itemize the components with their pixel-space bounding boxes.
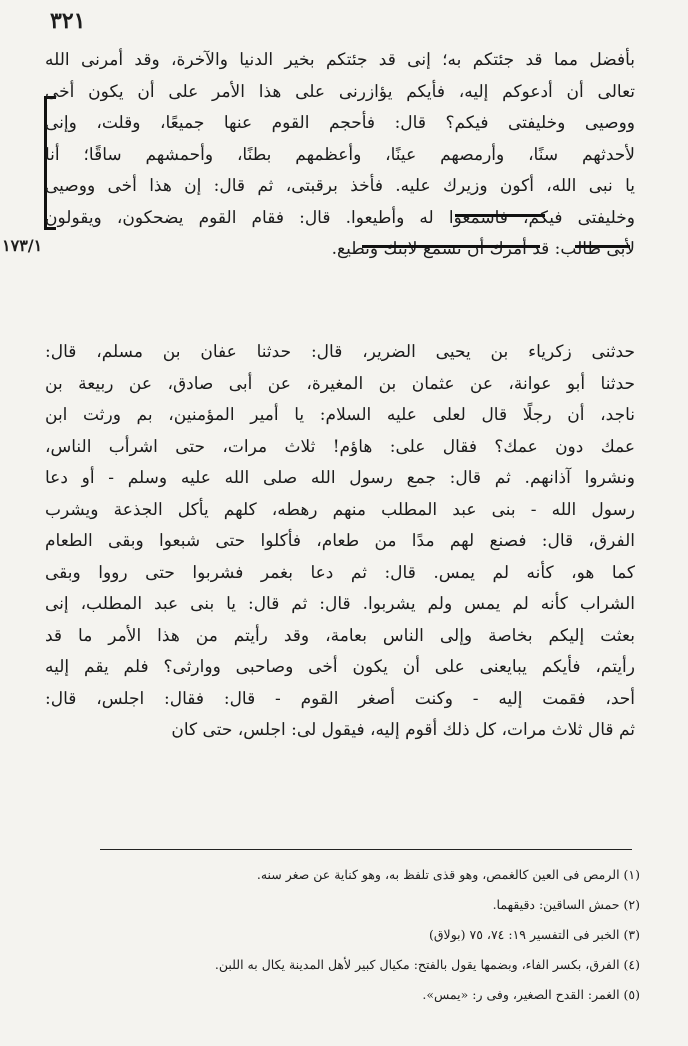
text-line: رسول الله - بنى عبد المطلب منهم رهطه، كلهم يأكل الجذعة ويشرب <box>45 499 635 520</box>
page-number: ٣٢١ <box>50 8 86 34</box>
text-line: عمك دون عمك؟ فقال على: هاؤم! ثلاث مرات، حتى اشرأب الناس، <box>45 436 635 457</box>
paragraph-2 <box>45 337 635 747</box>
footnotes <box>120 860 640 1010</box>
text-line: الشراب كأنه لم يمس ولم يشربوا. قال: ثم قال: يا بنى عبد المطلب، إنى <box>45 594 635 614</box>
footnote: (١) الرمص فى العين كالغمص، وهو قذى تلفظ به، وهو كناية عن صغر سنه. <box>256 867 640 882</box>
handwritten-underline <box>575 245 630 248</box>
text-line: بعثت إليكم بخاصة وإلى الناس بعامة، وقد رأيتم من هذا الأمر ما قد <box>45 625 635 646</box>
footnote: (٣) الخبر فى التفسير ١٩: ٧٤، ٧٥ (بولاق) <box>428 927 640 942</box>
text-line: الفرق، قال: فصنع لهم مدًا من طعام، فأكلوا حتى شبعوا وبقى الطعام <box>45 531 635 551</box>
footnote: (٢) حمش الساقين: دقيقهما. <box>492 897 640 912</box>
text-line: حدثنا أبو عوانة، عن عثمان بن المغيرة، عن أبى صادق، عن ربيعة بن <box>45 373 635 394</box>
text-line: رأيتم، فأيكم يبايعنى على أن يكون أخى وصاحبى ووارثى؟ فلم يقم إليه <box>45 657 635 677</box>
text-line: أحد، فقمت إليه - وكنت أصغر القوم - قال: فقال: اجلس، قال: <box>45 688 635 709</box>
margin-reference: ١٧٣/١ <box>2 236 43 255</box>
handwritten-underline <box>455 214 545 217</box>
text-line: لأحدثهم سنًا، وأرمصهم عينًا، وأعظمهم بطنًا، وأحمشهم ساقًا؛ أنا <box>45 144 635 165</box>
text-line: كما هو، كأنه لم يمس. قال: ثم دعا بغمر فشربوا حتى رووا وبقى <box>45 562 635 583</box>
text-line: ثم قال ثلاث مرات، كل ذلك أقوم إليه، فيقول لى: اجلس، حتى كان <box>171 720 635 740</box>
text-line: وخليفتى فيكم، فاسمعوا له وأطيعوا. قال: فقام القوم يضحكون، ويقولون <box>45 207 635 228</box>
text-line: يا نبى الله، أكون وزيرك عليه. فأخذ برقبتى، ثم قال: إن هذا أخى ووصيى <box>45 176 635 196</box>
paragraph-1 <box>45 45 635 266</box>
footnote: (٥) الغمر: القدح الصغير، وفى ر: «يمس». <box>422 987 640 1002</box>
footnote-rule <box>100 849 632 850</box>
handwritten-underline <box>362 245 540 248</box>
text-line: تعالى أن أدعوكم إليه، فأيكم يؤازرنى على هذا الأمر على أن يكون أخى <box>45 81 635 102</box>
text-line: بأفضل مما قد جئتكم به؛ إنى قد جئتكم بخير الدنيا والآخرة، وقد أمرنى الله <box>45 50 635 70</box>
text-line: ناجد، أن رجلًا قال لعلى عليه السلام: يا أمير المؤمنين، بم ورثت ابن <box>45 405 635 425</box>
text-line: ووصيى وخليفتى فيكم؟ قال: فأحجم القوم عنها جميعًا، وقلت، وإنى <box>45 113 635 133</box>
text-line: لأبى طالب: قد أمرك أن تسمع لابنك وتطيع. <box>331 239 635 259</box>
text-line: ونشروا آذانهم. ثم قال: جمع رسول الله صلى الله عليه وسلم - أو دعا <box>45 468 635 488</box>
text-line: حدثنى زكرياء بن يحيى الضرير، قال: حدثنا عفان بن مسلم، قال: <box>45 342 635 362</box>
footnote: (٤) الفرق، بكسر الفاء، وبضمها يقول بالفتح: مكيال كبير لأهل المدينة يكال به اللبن. <box>214 957 640 972</box>
